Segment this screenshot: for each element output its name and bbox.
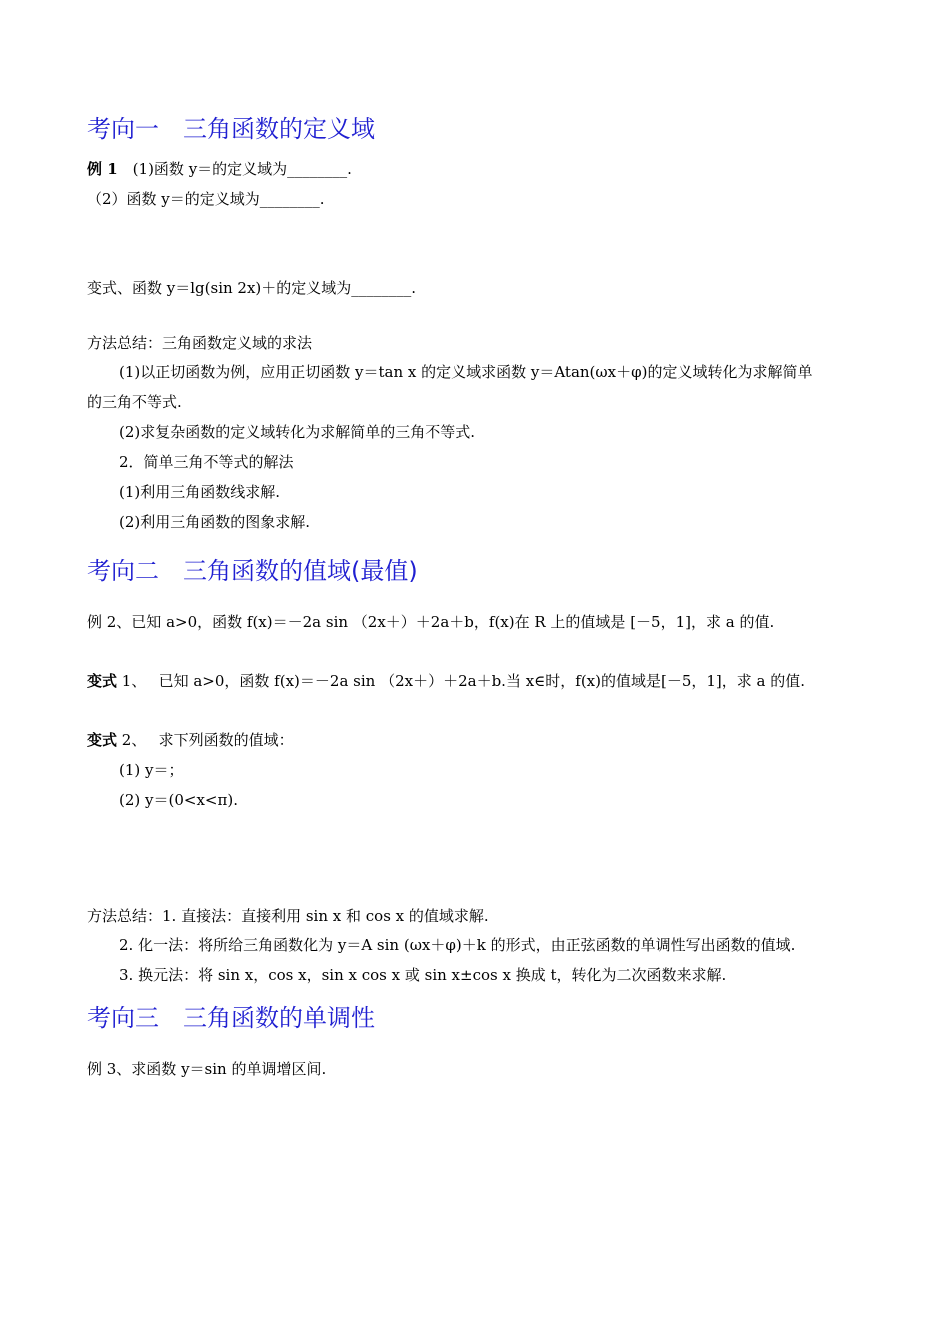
example1-line2: （2）函数 y＝的定义域为________. bbox=[87, 190, 325, 208]
variant2-1-label: 变式 bbox=[87, 672, 118, 690]
variant2-2-item1: (1) y＝； bbox=[119, 761, 184, 779]
method-item-1b: 的三角不等式. bbox=[87, 393, 182, 411]
example3: 例 3、求函数 y＝sin 的单调增区间. bbox=[87, 1060, 327, 1078]
section3-heading: 考向三 三角函数的单调性 bbox=[87, 1004, 375, 1032]
example1-text: (1)函数 y＝的定义域为________. bbox=[117, 160, 352, 178]
section2-heading: 考向二 三角函数的值域(最值) bbox=[87, 557, 418, 585]
variant2-2 bbox=[87, 730, 294, 750]
method-item-2: (2)求复杂函数的定义域转化为求解简单的三角不等式. bbox=[119, 423, 476, 441]
variant1: 变式、函数 y＝lg(sin 2x)＋的定义域为________. bbox=[87, 279, 417, 297]
method2-item-2: 2. 化一法：将所给三角函数化为 y＝A sin (ωx＋φ)＋k 的形式，由正弦函数的单调性写出函数的值域. bbox=[119, 936, 796, 954]
method-item-3: 2．简单三角不等式的解法 bbox=[119, 453, 294, 471]
variant2-2-label: 变式 bbox=[87, 731, 118, 749]
example1-line1 bbox=[87, 159, 352, 179]
variant2-1 bbox=[87, 671, 805, 691]
example1-label: 例 1 bbox=[87, 160, 118, 178]
section1-heading: 考向一 三角函数的定义域 bbox=[87, 115, 375, 143]
method2-item-1: 方法总结：1. 直接法：直接利用 sin x 和 cos x 的值域求解. bbox=[87, 907, 489, 925]
method-item-4: (1)利用三角函数线求解. bbox=[119, 483, 281, 501]
variant2-2-text: 2、 求下列函数的值域： bbox=[117, 731, 294, 749]
variant2-1-text: 1、 已知 a>0，函数 f(x)＝－2a sin （2x＋）＋2a＋b.当 x∈时，f(x)的值域是[－5，1]，求 a 的值. bbox=[117, 672, 806, 690]
method-item-1a: (1)以正切函数为例，应用正切函数 y＝tan x 的定义域求函数 y＝Atan(ωx＋φ)的定义域转化为求解简单 bbox=[119, 363, 813, 381]
variant2-2-item2: (2) y＝(0<x<π). bbox=[119, 791, 238, 809]
method-item-5: (2)利用三角函数的图象求解. bbox=[119, 513, 311, 531]
method2-item-3: 3. 换元法：将 sin x，cos x，sin x cos x 或 sin x±cos x 换成 t，转化为二次函数来求解. bbox=[119, 966, 727, 984]
method-summary-title: 方法总结：三角函数定义域的求法 bbox=[87, 334, 313, 352]
example2: 例 2、已知 a>0，函数 f(x)＝－2a sin （2x＋）＋2a＋b，f(x)在 R 上的值域是 [－5，1]，求 a 的值. bbox=[87, 613, 775, 631]
